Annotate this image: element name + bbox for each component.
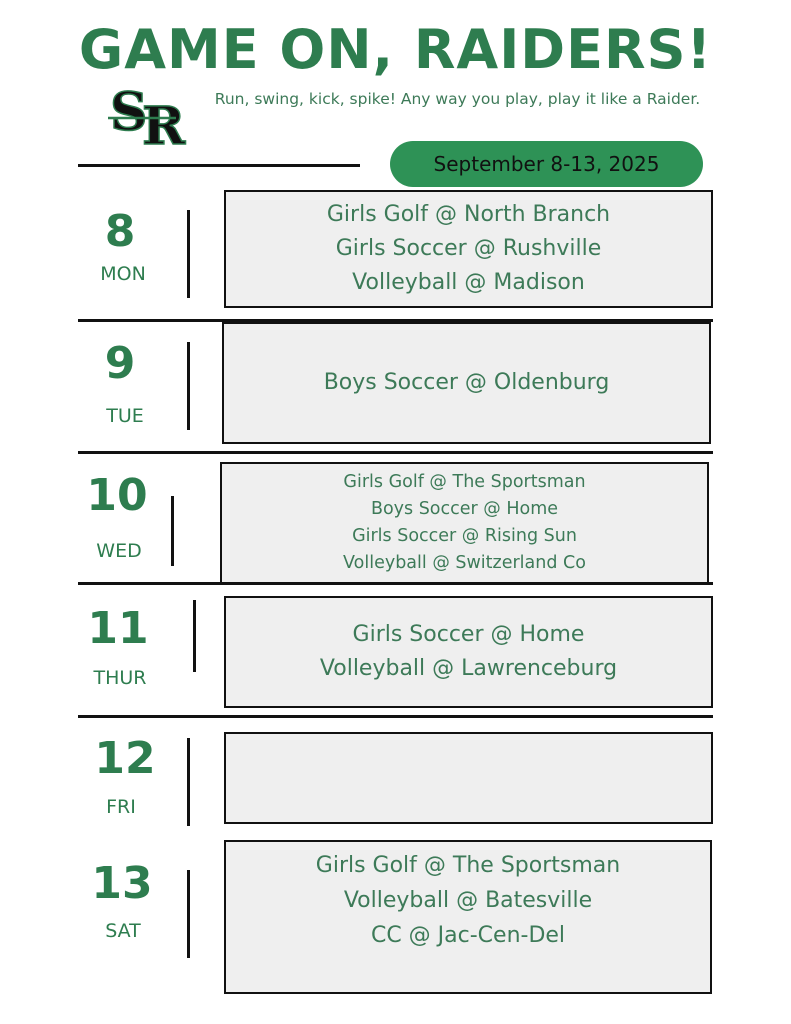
- day-name: MON: [100, 263, 146, 285]
- tagline: Run, swing, kick, spike! Any way you play, play it like a Raider.: [214, 90, 701, 108]
- svg-text:S: S: [110, 84, 148, 143]
- event-item: Boys Soccer @ Oldenburg: [323, 370, 610, 395]
- day-name: WED: [96, 540, 142, 562]
- event-item: CC @ Jac-Cen-Del: [370, 923, 566, 948]
- day-number: 12: [94, 733, 156, 784]
- day-name: FRI: [106, 796, 136, 818]
- event-item: Girls Soccer @ Rising Sun: [352, 526, 577, 546]
- row-divider: [78, 451, 713, 454]
- day-name: THUR: [93, 667, 147, 689]
- date-range-badge: September 8-13, 2025: [390, 141, 703, 187]
- event-item: Volleyball @ Madison: [352, 270, 585, 295]
- day-separator: [187, 870, 190, 958]
- day-events-box: [224, 732, 713, 824]
- event-item: Volleyball @ Switzerland Co: [343, 553, 586, 573]
- day-events-box: [224, 596, 713, 708]
- event-item: Boys Soccer @ Home: [370, 499, 559, 519]
- day-separator: [187, 210, 190, 298]
- day-separator: [187, 738, 190, 826]
- day-number: 11: [87, 603, 149, 654]
- day-events-box: [224, 190, 713, 308]
- day-number: 13: [91, 858, 153, 909]
- raiders-logo: [106, 84, 206, 150]
- day-separator: [171, 496, 174, 566]
- day-events-box: [222, 322, 711, 444]
- day-number: 10: [86, 470, 148, 521]
- row-divider: [78, 582, 713, 585]
- day-number: 9: [104, 338, 136, 389]
- svg-text:R: R: [142, 96, 186, 150]
- day-separator: [187, 342, 190, 430]
- event-item: Girls Golf @ The Sportsman: [315, 853, 621, 878]
- day-name: SAT: [105, 920, 141, 942]
- page-title: GAME ON, RAIDERS!: [78, 18, 713, 81]
- event-item: Girls Soccer @ Rushville: [335, 236, 602, 261]
- divider-line: [78, 164, 360, 167]
- day-number: 8: [104, 206, 136, 257]
- event-item: Girls Golf @ The Sportsman: [343, 472, 586, 492]
- row-divider: [78, 715, 713, 718]
- event-item: Volleyball @ Batesville: [343, 888, 593, 913]
- event-item: Girls Soccer @ Home: [352, 622, 585, 647]
- day-name: TUE: [106, 405, 144, 427]
- day-events-box: [220, 462, 709, 584]
- event-item: Volleyball @ Lawrenceburg: [319, 656, 618, 681]
- event-item: Girls Golf @ North Branch: [326, 202, 611, 227]
- day-separator: [193, 600, 196, 672]
- day-events-box: [224, 840, 712, 994]
